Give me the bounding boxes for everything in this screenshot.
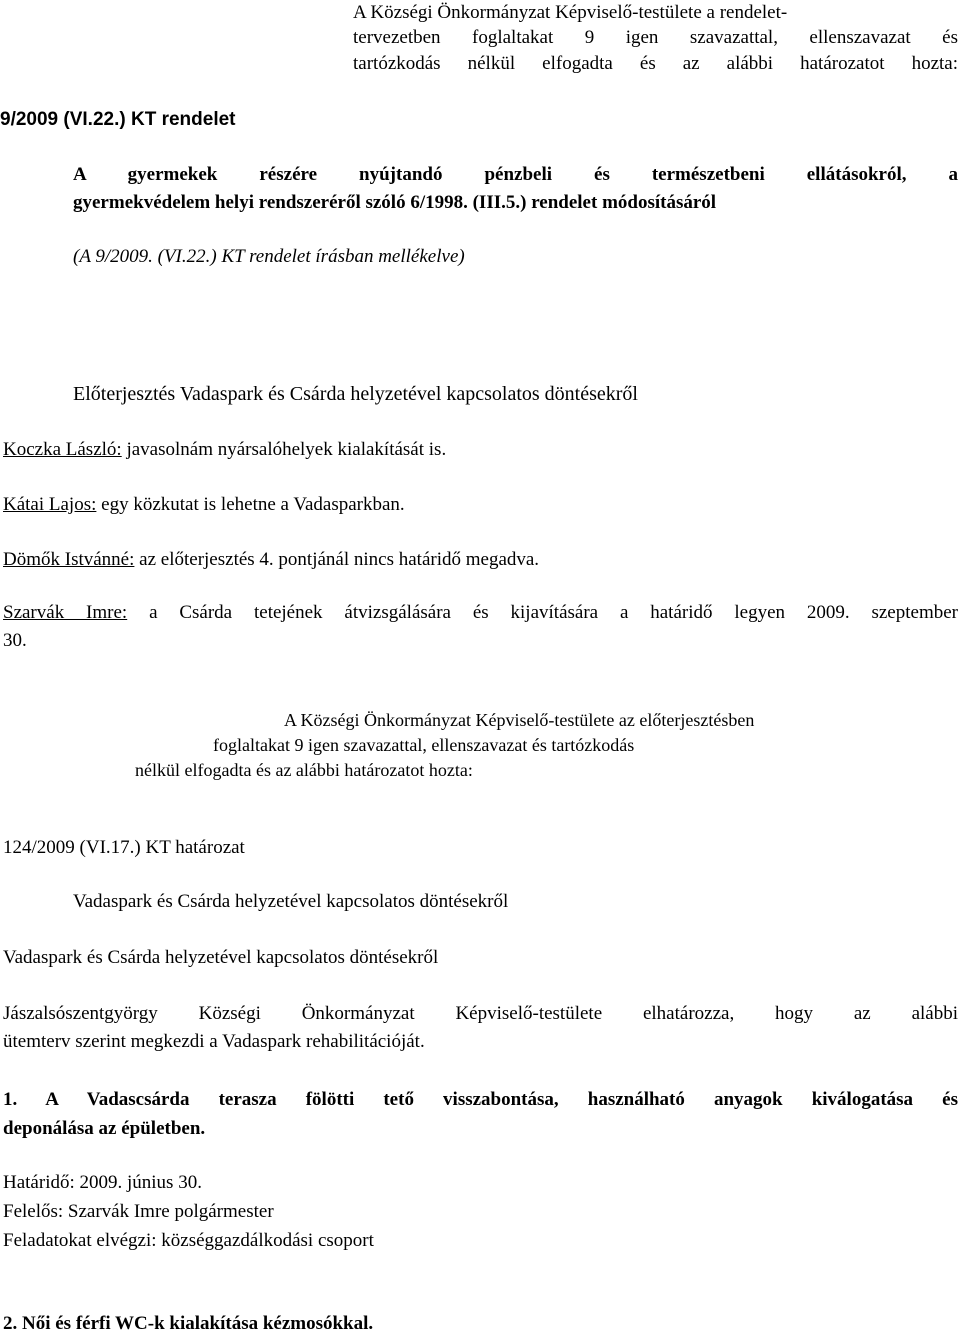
comment-szarvak — [3, 599, 958, 655]
decision-body-line1: Jászalsószentgyörgy Községi Önkormányzat Képviselő-testülete elhatározza, hogy az alábbi — [3, 1003, 958, 1024]
comment-line1 — [3, 599, 958, 627]
speaker-name: Dömők Istvánné: — [3, 549, 135, 570]
intro1-line1: A Községi Önkormányzat Képviselő-testülete a rendelet- — [353, 2, 788, 23]
comment-text: a Csárda tetejének átvizsgálására és kijavítására a határidő legyen 2009. szeptember — [127, 602, 958, 623]
schedule-item-2: 2. Női és férfi WC-k kialakítása kézmosókkal. — [3, 1313, 374, 1334]
comment-text: az előterjesztés 4. pontjánál nincs határidő megadva. — [134, 549, 540, 570]
resolution-number: 9/2009 (VI.22.) KT rendelet — [0, 109, 236, 130]
decision-number: 124/2009 (VI.17.) KT határozat — [3, 837, 245, 858]
decision-body — [3, 1000, 958, 1056]
intro2-line3: nélkül elfogadta és az alábbi határozatot hozta: — [135, 760, 473, 780]
speaker-name: Koczka László: — [3, 439, 122, 460]
comment-text: egy közkutat is lehetne a Vadasparkban. — [96, 494, 405, 515]
decision-title-2: Vadaspark és Csárda helyzetével kapcsolatos döntésekről — [3, 947, 439, 968]
comment-domok — [3, 546, 539, 573]
responsible-person: Felelős: Szarvák Imre polgármester — [3, 1201, 274, 1222]
annex-note: (A 9/2009. (VI.22.) KT rendelet írásban mellékelve) — [73, 246, 465, 267]
schedule-item-1 — [3, 1085, 958, 1143]
deadline: Határidő: 2009. június 30. — [3, 1172, 202, 1193]
intro-paragraph-1 — [353, 0, 958, 77]
decision-title-1: Vadaspark és Csárda helyzetével kapcsolatos döntésekről — [73, 891, 509, 912]
comment-text: javasolnám nyársalóhelyek kialakítását is. — [121, 439, 447, 460]
agenda-heading: Előterjesztés Vadaspark és Csárda helyzetével kapcsolatos döntésekről — [73, 383, 638, 405]
item1-line1: 1. A Vadascsárda terasza fölötti tető visszabontása, használható anyagok kiválogatása és — [3, 1089, 958, 1110]
task-executor: Feladatokat elvégzi: községgazdálkodási csoport — [3, 1230, 374, 1251]
regulation-title — [73, 161, 958, 217]
speaker-name: Kátai Lajos: — [3, 494, 97, 515]
comment-line2: 30. — [3, 630, 27, 651]
regulation-title-line1: A gyermekek részére nyújtandó pénzbeli és természetbeni ellátásokról, a — [73, 164, 958, 185]
intro1-line3: tartózkodás nélkül elfogadta és az alábbi határozatot hozta: — [353, 53, 958, 74]
intro2-line1: A Községi Önkormányzat Képviselő-testülete az előterjesztésben — [284, 710, 755, 730]
comment-koczka — [3, 436, 446, 463]
intro2-line2: foglaltakat 9 igen szavazattal, ellenszavazat és tartózkodás — [213, 735, 635, 755]
item1-line2: deponálása az épületben. — [3, 1118, 206, 1139]
speaker-name: Szarvák Imre: — [3, 602, 128, 623]
regulation-title-line2: gyermekvédelem helyi rendszeréről szóló 6/1998. (III.5.) rendelet módosításáról — [73, 192, 717, 213]
intro1-line2: tervezetben foglaltakat 9 igen szavazattal, ellenszavazat és — [353, 27, 958, 48]
decision-body-line2: ütemterv szerint megkezdi a Vadaspark rehabilitációját. — [3, 1031, 425, 1052]
comment-katai — [3, 491, 405, 518]
